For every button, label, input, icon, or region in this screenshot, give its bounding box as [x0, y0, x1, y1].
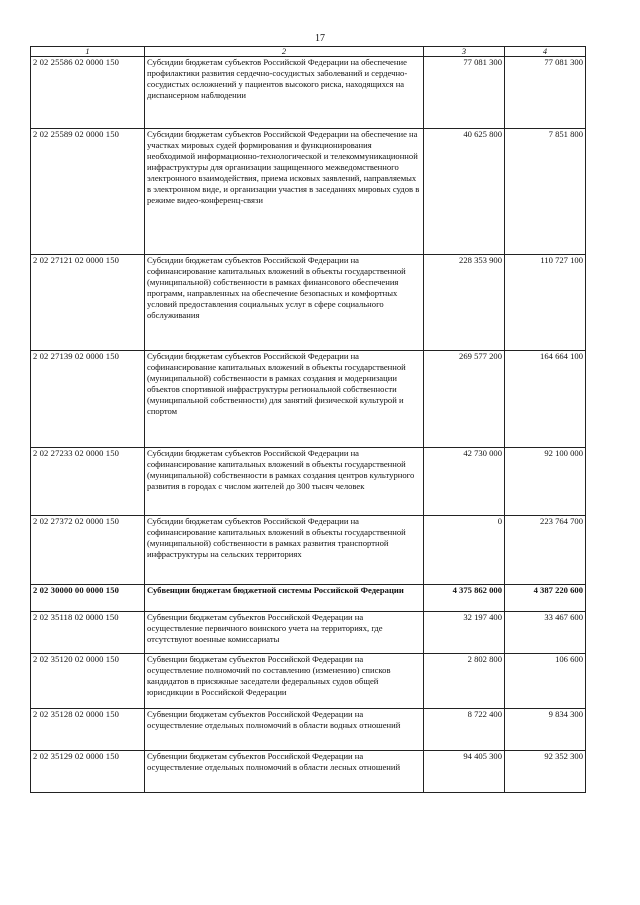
budget-code: 2 02 27121 02 0000 150 [31, 255, 145, 351]
budget-code: 2 02 35120 02 0000 150 [31, 654, 145, 709]
amount-year-2: 92 100 000 [505, 448, 586, 516]
amount-year-2: 110 727 100 [505, 255, 586, 351]
amount-year-1: 2 802 800 [424, 654, 505, 709]
amount-year-1: 77 081 300 [424, 57, 505, 129]
table-row [31, 516, 586, 585]
budget-item-name: Субвенции бюджетам субъектов Российской Федерации на осуществление отдельных полномочий в области лесных отношений [145, 751, 424, 793]
amount-year-1: 8 722 400 [424, 709, 505, 751]
amount-year-1: 228 353 900 [424, 255, 505, 351]
amount-year-2: 106 600 [505, 654, 586, 709]
amount-year-1: 40 625 800 [424, 129, 505, 255]
amount-year-2: 92 352 300 [505, 751, 586, 793]
column-header-4: 4 [505, 47, 586, 57]
amount-year-2: 164 664 100 [505, 351, 586, 448]
amount-year-1: 32 197 400 [424, 612, 505, 654]
table-row [31, 129, 586, 255]
amount-year-2: 4 387 220 600 [505, 585, 586, 612]
budget-item-name: Субвенции бюджетам субъектов Российской Федерации на осуществление первичного воинского учета на территориях, где отсутствуют военные комиссариаты [145, 612, 424, 654]
amount-year-1: 269 577 200 [424, 351, 505, 448]
budget-code: 2 02 25589 02 0000 150 [31, 129, 145, 255]
amount-year-1: 0 [424, 516, 505, 585]
column-header-2: 2 [145, 47, 424, 57]
table-row [31, 654, 586, 709]
table-row [31, 448, 586, 516]
budget-item-name: Субсидии бюджетам субъектов Российской Федерации на обеспечение на участках мировых судей формирования и функционирования необходимой информационно-технологической и телекоммуникационной инфраструктуры для организации защищенного межведомственного электронного взаимодействия, приема исковых заявлений, направляемых в электронном виде, и организации участия в заседаниях мировых судов в режиме видео-конференц-связи [145, 129, 424, 255]
budget-item-name: Субсидии бюджетам субъектов Российской Федерации на софинансирование капитальных вложений в объекты государственной (муниципальной) собственности в рамках создания и модернизации объектов спортивной инфраструктуры региональной собственности (муниципальной собственности) для занятий физической культурой и спортом [145, 351, 424, 448]
amount-year-2: 33 467 600 [505, 612, 586, 654]
budget-code: 2 02 35128 02 0000 150 [31, 709, 145, 751]
budget-item-name: Субвенции бюджетам субъектов Российской Федерации на осуществление полномочий по составлению (изменению) списков кандидатов в присяжные заседатели федеральных судов общей юрисдикции в Российской Федерации [145, 654, 424, 709]
amount-year-1: 94 405 300 [424, 751, 505, 793]
table-row [31, 351, 586, 448]
budget-code: 2 02 35118 02 0000 150 [31, 612, 145, 654]
amount-year-2: 9 834 300 [505, 709, 586, 751]
budget-item-name: Субсидии бюджетам субъектов Российской Федерации на софинансирование капитальных вложений в объекты государственной (муниципальной) собственности в рамках создания центров культурного развития в городах с числом жителей до 300 тысяч человек [145, 448, 424, 516]
table-row [31, 255, 586, 351]
budget-item-name: Субсидии бюджетам субъектов Российской Федерации на обеспечение профилактики развития сердечно-сосудистых заболеваний и сердечно-сосудистых осложнений у пациентов высокого риска, находящихся на диспансерном наблюдении [145, 57, 424, 129]
budget-code: 2 02 35129 02 0000 150 [31, 751, 145, 793]
table-header-row [31, 47, 586, 57]
budget-code: 2 02 27233 02 0000 150 [31, 448, 145, 516]
page-number: 17 [315, 33, 325, 44]
amount-year-2: 77 081 300 [505, 57, 586, 129]
budget-item-name: Субсидии бюджетам субъектов Российской Федерации на софинансирование капитальных вложений в объекты государственной (муниципальной) собственности в рамках финансового обеспечения программ, направленных на обеспечение безопасных и комфортных условий предоставления социальных услуг в сфере социального обслуживания [145, 255, 424, 351]
amount-year-2: 223 764 700 [505, 516, 586, 585]
amount-year-1: 42 730 000 [424, 448, 505, 516]
budget-code: 2 02 30000 00 0000 150 [31, 585, 145, 612]
column-header-1: 1 [31, 47, 145, 57]
budget-table [30, 46, 586, 793]
table-row [31, 751, 586, 793]
budget-item-name: Субсидии бюджетам субъектов Российской Федерации на софинансирование капитальных вложений в объекты государственной (муниципальной) собственности в рамках развития транспортной инфраструктуры на сельских территориях [145, 516, 424, 585]
budget-code: 2 02 27139 02 0000 150 [31, 351, 145, 448]
budget-item-name: Субвенции бюджетам субъектов Российской Федерации на осуществление отдельных полномочий в области водных отношений [145, 709, 424, 751]
amount-year-1: 4 375 862 000 [424, 585, 505, 612]
column-header-3: 3 [424, 47, 505, 57]
table-row-total [31, 585, 586, 612]
table-row [31, 612, 586, 654]
budget-code: 2 02 25586 02 0000 150 [31, 57, 145, 129]
budget-code: 2 02 27372 02 0000 150 [31, 516, 145, 585]
budget-item-name: Субвенции бюджетам бюджетной системы Российской Федерации [145, 585, 424, 612]
table-row [31, 709, 586, 751]
table-row [31, 57, 586, 129]
amount-year-2: 7 851 800 [505, 129, 586, 255]
